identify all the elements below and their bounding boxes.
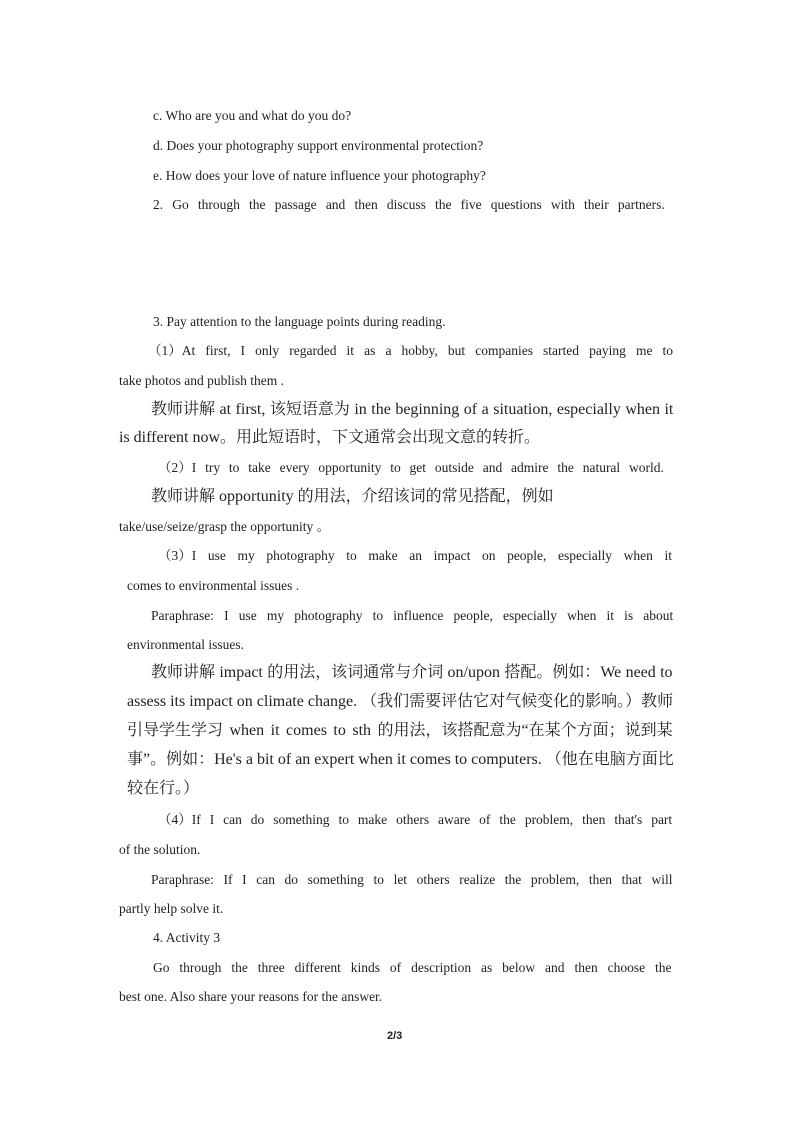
- text-line: take photos and publish them .: [119, 373, 284, 388]
- text-line: comes to environmental issues .: [127, 578, 300, 593]
- text-line: （3）I use my photography to make an impact on people, especially when it: [158, 548, 673, 563]
- text-line: 4. Activity 3: [153, 930, 221, 945]
- text-line: （2）I try to take every opportunity to get outside and admire the natural world.: [158, 460, 664, 475]
- text-line: c. Who are you and what do you do?: [153, 108, 352, 123]
- page-number: 2/3: [387, 1030, 403, 1042]
- text-line: take/use/seize/grasp the opportunity 。: [119, 519, 331, 534]
- text-line: 教师讲解 opportunity 的用法，介绍该词的常见搭配，例如: [151, 488, 554, 505]
- text-line: d. Does your photography support environmental protection?: [153, 138, 484, 153]
- text-line: assess its impact on climate change. （我们需要评估它对气候变化的影响。）教师: [127, 693, 674, 710]
- text-line: 教师讲解 at first, 该短语意为 in the beginning of a situation, especially when it: [151, 401, 674, 418]
- text-line: of the solution.: [119, 842, 201, 857]
- text-line: 事”。例如：He's a bit of an expert when it comes to computers. （他在电脑方面比: [127, 751, 674, 768]
- text-line: environmental issues.: [127, 637, 244, 652]
- text-line: 2. Go through the passage and then discuss the five questions with their partners.: [153, 197, 665, 212]
- text-line: 引导学生学习 when it comes to sth 的用法，该搭配意为“在某个方面；说到某: [127, 722, 673, 739]
- text-line: Paraphrase: I use my photography to influence people, especially when it is about: [151, 608, 674, 623]
- text-line: 较在行。）: [127, 780, 200, 797]
- text-line: partly help solve it.: [119, 901, 224, 916]
- text-line: 教师讲解 impact 的用法，该词通常与介词 on/upon 搭配。例如：We need to: [151, 664, 673, 681]
- text-line: Paraphrase: If I can do something to let others realize the problem, then that will: [151, 872, 673, 887]
- text-line: Go through the three different kinds of description as below and then choose the: [153, 960, 672, 975]
- text-line: best one. Also share your reasons for the answer.: [119, 989, 383, 1004]
- text-line: （1）At first, I only regarded it as a hobby, but companies started paying me to: [148, 343, 674, 358]
- text-line: is different now。用此短语时，下文通常会出现文意的转折。: [119, 429, 541, 446]
- text-line: 3. Pay attention to the language points during reading.: [153, 314, 446, 329]
- text-line: e. How does your love of nature influence your photography?: [153, 168, 486, 183]
- text-line: （4）If I can do something to make others aware of the problem, then that's part: [158, 812, 673, 827]
